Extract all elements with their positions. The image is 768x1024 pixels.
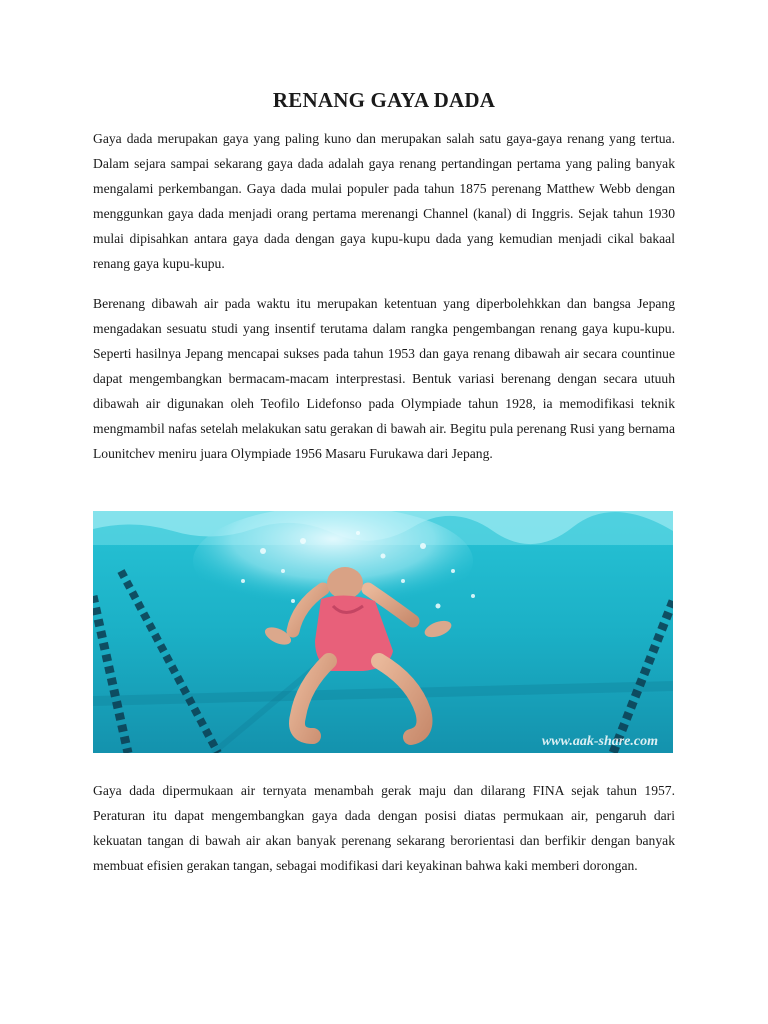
swimmer-photo — [93, 511, 673, 753]
paragraph-1: Gaya dada merupakan gaya yang paling kuno dan merupakan salah satu gaya-gaya renang yang tertua. Dalam sejara sampai sekarang gaya dada adalah gaya renang pertandingan pertama yang paling banyak mengalami perkembangan. Gaya dada mulai populer pada tahun 1875 perenang Matthew Webb dengan menggunkan gaya dada menjadi orang pertama merenangi Channel (kanal) di Inggris. Sejak tahun 1930 mulai dipisahkan antara gaya dada dengan gaya kupu-kupu dada yang kemudian menjadi cikal bakaal renang gaya kupu-kupu. — [93, 131, 675, 271]
underwater-breaststroke-image — [93, 511, 673, 753]
paragraph-3: Gaya dada dipermukaan air ternyata menambah gerak maju dan dilarang FINA sejak tahun 1957. Peraturan itu dapat mengembangkan gaya dada dengan posisi diatas permukaan air, pengaruh dari kekuatan tangan di bawah air akan banyak perenang sekarang berorientasi dan berfikir dengan banyak membuat efisien gerakan tangan, sebagai modifikasi dari keyakinan bahwa kaki memberi dorongan. — [93, 783, 675, 873]
paragraph-2: Berenang dibawah air pada waktu itu merupakan ketentuan yang diperbolehkkan dan bangsa Jepang mengadakan sesuatu studi yang insentif terutama dalam rangka pengembangan renang gaya kupu-kupu. Seperti hasilnya Jepang mencapai sukses pada tahun 1953 dan gaya renang dibawah air secara countinue dapat mengembangkan bermacam-macam interprestasi. Bentuk variasi berenang dengan secara utuuh dibawah air digunakan oleh Teofilo Lidefonso pada Olympiade tahun 1928, ia memodifikasi teknik mengmambil nafas setelah melakukan satu gerakan di bawah air. Begitu pula perenang Rusi yang bernama Lounitchev meniru juara Olympiade 1956 Masaru Furukawa dari Jepang. — [93, 296, 675, 461]
image-watermark: www.aak-share.com — [541, 734, 658, 749]
document-title: RENANG GAYA DADA — [272, 88, 496, 112]
